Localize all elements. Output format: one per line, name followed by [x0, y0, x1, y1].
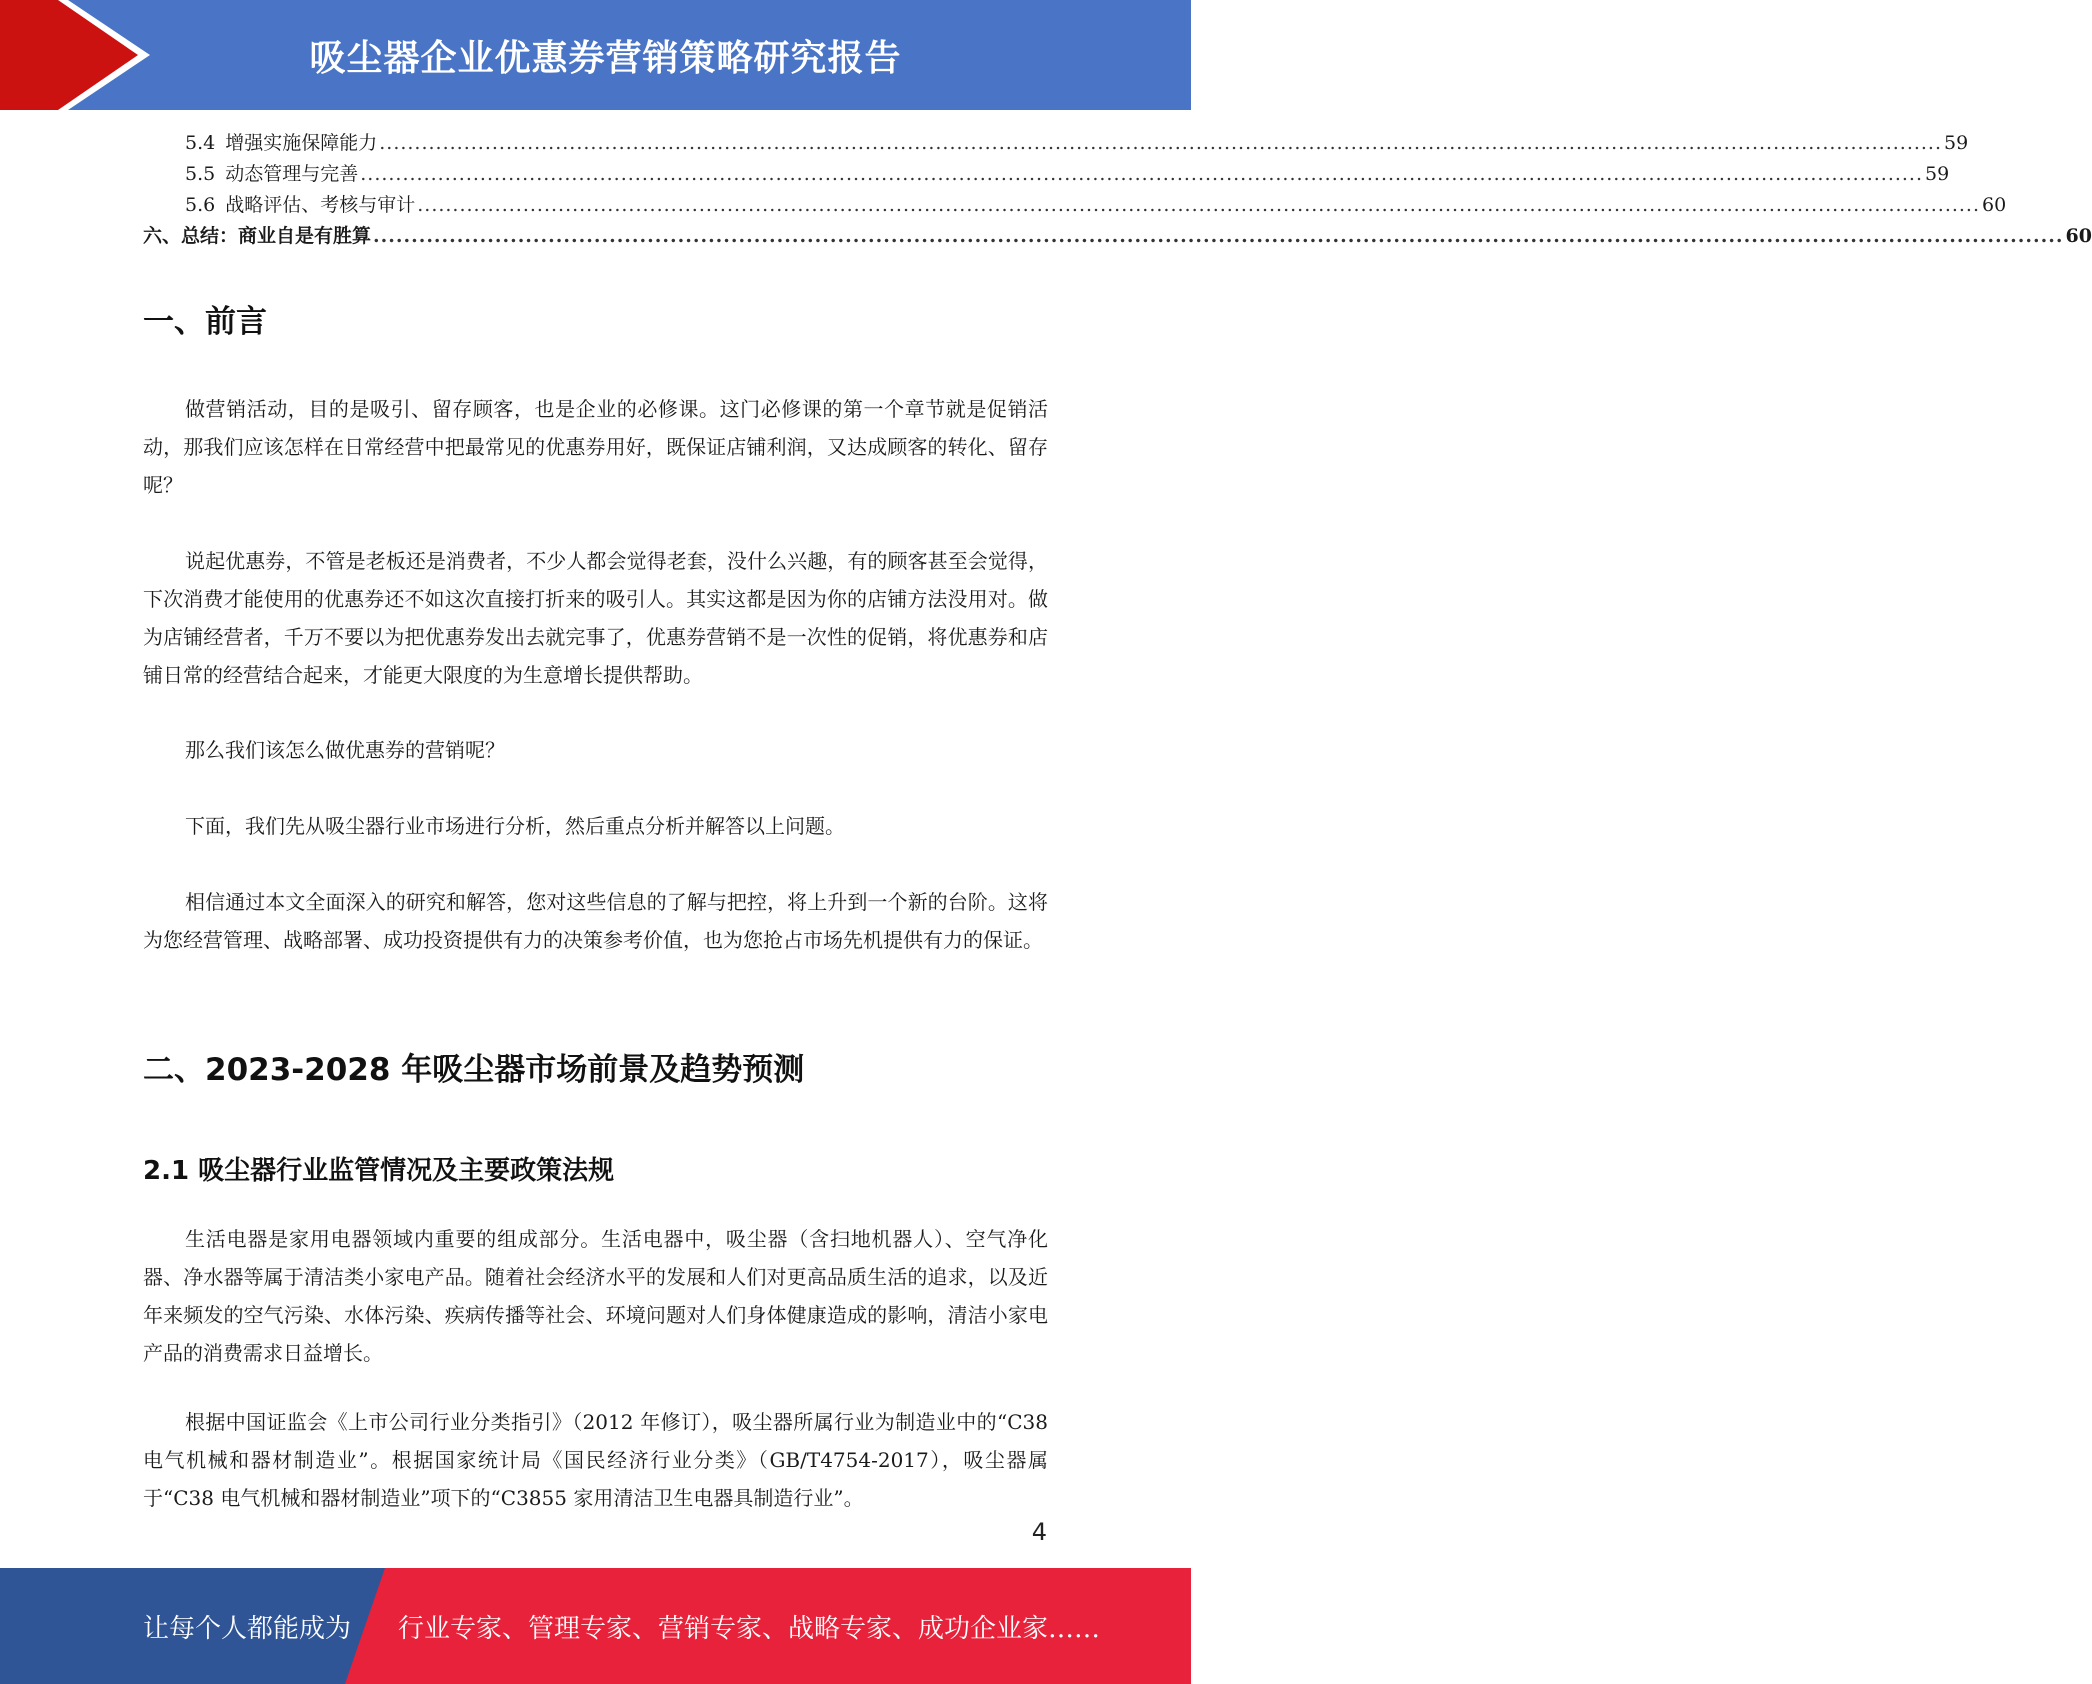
- body-paragraph: 做营销活动，目的是吸引、留存顾客，也是企业的必修课。这门必修课的第一个章节就是促销活动，那我们应该怎样在日常经营中把最常见的优惠券用好，既保证店铺利润，又达成顾客的转化、留存呢？: [143, 397, 1048, 497]
- body-paragraph: 那么我们该怎么做优惠券的营销呢？: [185, 738, 505, 762]
- subsection-heading-regulation: 2.1 吸尘器行业监管情况及主要政策法规: [143, 1156, 615, 1186]
- toc-entry-number: 5.4: [185, 132, 216, 154]
- toc-entry-number: 5.5: [185, 163, 216, 185]
- page-header: [0, 0, 1191, 110]
- toc-leader-dots: ..............................................................................................................................................................................................................................: [417, 194, 1981, 216]
- body-paragraph: 说起优惠券，不管是老板还是消费者，不少人都会觉得老套，没什么兴趣，有的顾客甚至会觉得，下次消费才能使用的优惠券还不如这次直接打折来的吸引人。其实这都是因为你的店铺方法没用对。做为店铺经营者，千万不要以为把优惠券发出去就完事了，优惠券营销不是一次性的促销，将优惠券和店铺日常的经营结合起来，才能更大限度的为生意增长提供帮助。: [143, 549, 1048, 687]
- toc-entry-label: 战略评估、考核与审计: [225, 194, 416, 216]
- footer-slogan-left: 让每个人都能成为: [143, 1613, 352, 1644]
- body-paragraph: 下面，我们先从吸尘器行业市场进行分析，然后重点分析并解答以上问题。: [185, 814, 845, 838]
- body-paragraph: 相信通过本文全面深入的研究和解答，您对这些信息的了解与把控，将上升到一个新的台阶。这将为您经营管理、战略部署、成功投资提供有力的决策参考价值，也为您抢占市场先机提供有力的保证。: [143, 890, 1048, 952]
- footer-slogan-right: 行业专家、管理专家、营销专家、战略专家、成功企业家……: [398, 1613, 1101, 1644]
- toc-entry[interactable]: [143, 221, 2092, 252]
- toc-entry-number: 5.6: [185, 194, 216, 216]
- body-paragraph: 根据中国证监会《上市公司行业分类指引》（2012 年修订），吸尘器所属行业为制造业中的“C38 电气机械和器材制造业”。根据国家统计局《国民经济行业分类》（GB/T4754-2017），吸尘器属于“C38 电气机械和器材制造业”项下的“C3855 家用清洁卫生电器具制造行业”。: [143, 1410, 1048, 1510]
- toc-leader-dots: ..............................................................................................................................................................................................................................: [379, 132, 1943, 154]
- toc-entry[interactable]: [143, 190, 2007, 221]
- toc-entry-page: 60: [2065, 225, 2092, 247]
- toc-entry-label: 动态管理与完善: [225, 163, 359, 185]
- toc-entry-label: 增强实施保障能力: [225, 132, 378, 154]
- section-heading-forecast: 二、2023-2028 年吸尘器市场前景及趋势预测: [143, 1052, 805, 1088]
- section-heading-preface: 一、前言: [143, 304, 267, 340]
- report-title: 吸尘器企业优惠券营销策略研究报告: [309, 37, 902, 79]
- toc-entry-page: 60: [1982, 194, 2007, 216]
- toc-leader-dots: ..............................................................................................................................................................................................................................: [373, 225, 2064, 247]
- toc-entry[interactable]: [143, 159, 1950, 190]
- table-of-contents: [143, 128, 2092, 252]
- toc-entry-page: 59: [1944, 132, 1969, 154]
- body-paragraph: 生活电器是家用电器领域内重要的组成部分。生活电器中，吸尘器（含扫地机器人）、空气净化器、净水器等属于清洁类小家电产品。随着社会经济水平的发展和人们对更高品质生活的追求，以及近年来频发的空气污染、水体污染、疾病传播等社会、环境问题对人们身体健康造成的影响，清洁小家电产品的消费需求日益增长。: [143, 1227, 1048, 1365]
- page-footer: [0, 1568, 1191, 1684]
- toc-leader-dots: ..............................................................................................................................................................................................................................: [360, 163, 1924, 185]
- page-number: 4: [1031, 1518, 1047, 1546]
- toc-entry[interactable]: [143, 128, 1969, 159]
- toc-entry-label: 六、总结：商业自是有胜算: [143, 225, 372, 247]
- toc-entry-page: 59: [1925, 163, 1950, 185]
